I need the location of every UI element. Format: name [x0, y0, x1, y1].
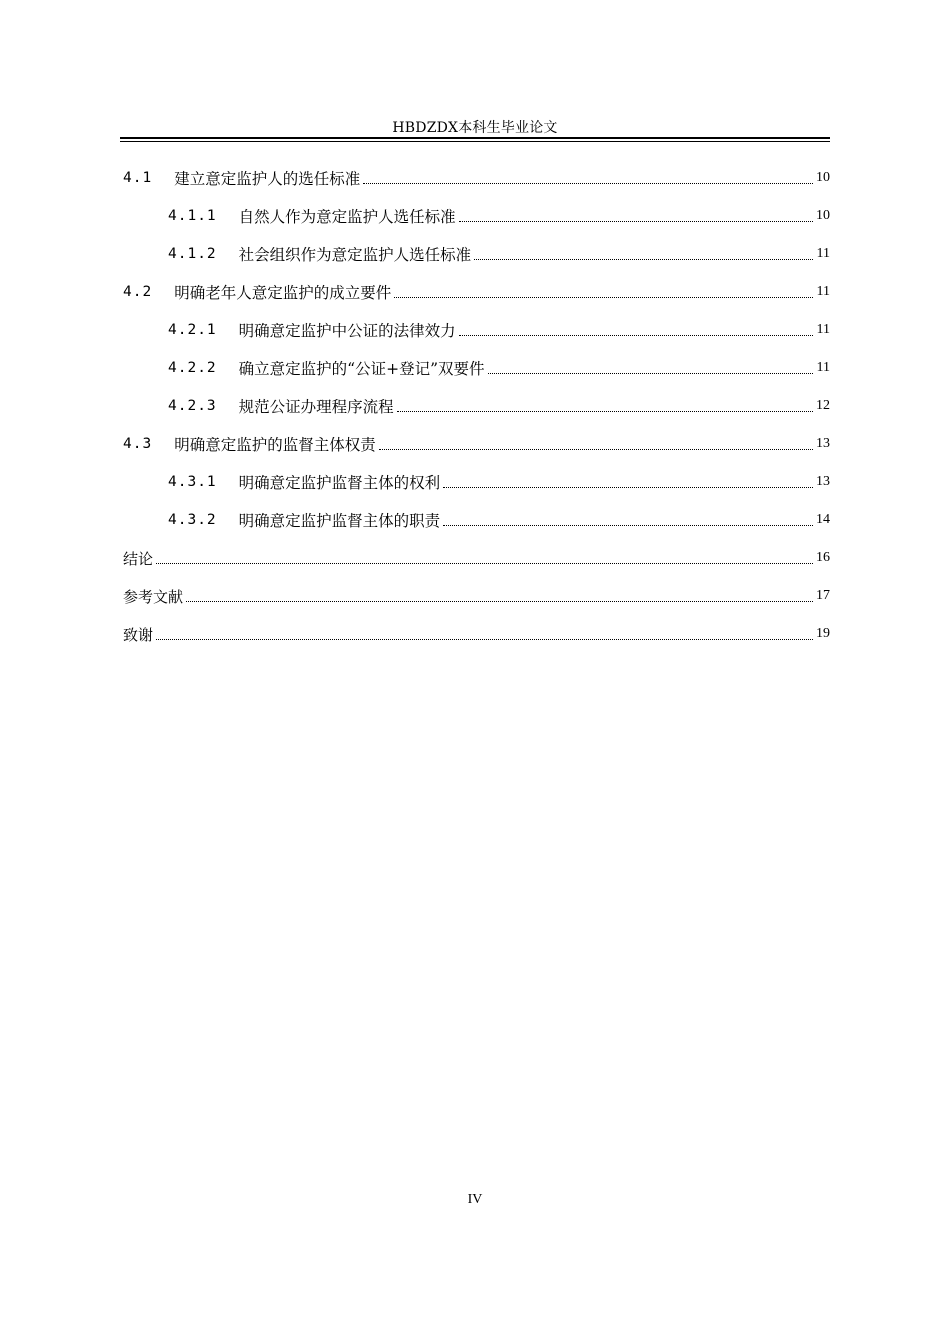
toc-entry-number: 4.2.1	[168, 322, 217, 338]
toc-dot-leader	[186, 600, 813, 602]
toc-entry[interactable]	[123, 159, 830, 197]
toc-entry-number: 4.3	[123, 436, 153, 452]
toc-entry-label: 明确意定监护中公证的法律效力	[238, 322, 456, 340]
toc-entry-label: 社会组织作为意定监护人选任标准	[238, 246, 472, 264]
toc-dot-leader	[443, 486, 813, 488]
toc-entry-number: 4.2.2	[168, 360, 217, 376]
toc-entry-label: 建立意定监护人的选任标准	[174, 170, 361, 188]
toc-entry[interactable]	[123, 501, 830, 539]
toc-entry[interactable]	[123, 387, 830, 425]
toc-entry[interactable]	[123, 235, 830, 273]
toc-entry-page: 11	[816, 360, 830, 375]
toc-entry-number: 4.3.1	[168, 474, 217, 490]
toc-entry-page: 13	[816, 436, 830, 451]
toc-entry[interactable]	[123, 197, 830, 235]
footer-page-number: IV	[467, 1192, 483, 1207]
toc-entry-label: 规范公证办理程序流程	[238, 398, 394, 416]
toc-entry-page: 11	[816, 322, 830, 337]
toc-entry-label: 参考文献	[123, 587, 184, 606]
header-rule-thick	[120, 137, 830, 139]
toc-entry[interactable]	[123, 463, 830, 501]
toc-entry-label: 确立意定监护的“公证+登记”双要件	[238, 360, 485, 378]
toc-entry-page: 13	[816, 474, 830, 489]
toc-dot-leader	[397, 410, 813, 412]
toc-entry-number: 4.2	[123, 284, 153, 300]
toc-entry-page: 10	[816, 208, 830, 223]
toc-entry-page: 19	[816, 626, 830, 641]
toc-dot-leader	[379, 448, 813, 450]
toc-entry-page: 12	[816, 398, 830, 413]
toc-entry[interactable]	[123, 273, 830, 311]
toc-dot-leader	[459, 220, 813, 222]
toc-entry-label: 明确意定监护的监督主体权责	[174, 436, 376, 454]
toc-entry[interactable]	[123, 425, 830, 463]
toc-entry-label: 致谢	[123, 625, 154, 644]
table-of-contents	[123, 159, 830, 653]
toc-entry-page: 10	[816, 170, 830, 185]
toc-entry-page: 16	[816, 550, 830, 565]
toc-entry-page: 11	[816, 284, 830, 299]
toc-entry-label: 结论	[123, 549, 154, 568]
toc-entry-number: 4.1.2	[168, 246, 217, 262]
toc-entry-acknowledgements[interactable]	[123, 615, 830, 653]
toc-dot-leader	[156, 638, 813, 640]
toc-entry-number: 4.1	[123, 170, 153, 186]
toc-dot-leader	[363, 182, 813, 184]
toc-entry-page: 14	[816, 512, 830, 527]
toc-entry[interactable]	[123, 311, 830, 349]
toc-dot-leader	[459, 334, 813, 336]
toc-entry-label: 明确意定监护监督主体的权利	[238, 474, 441, 492]
header-title: HBDZDX本科生毕业论文	[392, 120, 558, 136]
toc-entry-label: 明确老年人意定监护的成立要件	[174, 284, 392, 302]
toc-entry-page: 11	[816, 246, 830, 261]
toc-entry-number: 4.2.3	[168, 398, 217, 414]
toc-dot-leader	[394, 296, 813, 298]
toc-entry-number: 4.1.1	[168, 208, 217, 224]
toc-entry[interactable]	[123, 349, 830, 387]
toc-dot-leader	[156, 562, 813, 564]
toc-entry-label: 自然人作为意定监护人选任标准	[238, 208, 456, 226]
toc-entry-page: 17	[816, 588, 830, 603]
header-rule-thin	[120, 141, 830, 142]
toc-entry-label: 明确意定监护监督主体的职责	[238, 512, 441, 530]
toc-entry-conclusion[interactable]	[123, 539, 830, 577]
toc-dot-leader	[488, 372, 814, 374]
toc-entry-references[interactable]	[123, 577, 830, 615]
toc-dot-leader	[443, 524, 813, 526]
toc-dot-leader	[474, 258, 813, 260]
toc-entry-number: 4.3.2	[168, 512, 217, 528]
